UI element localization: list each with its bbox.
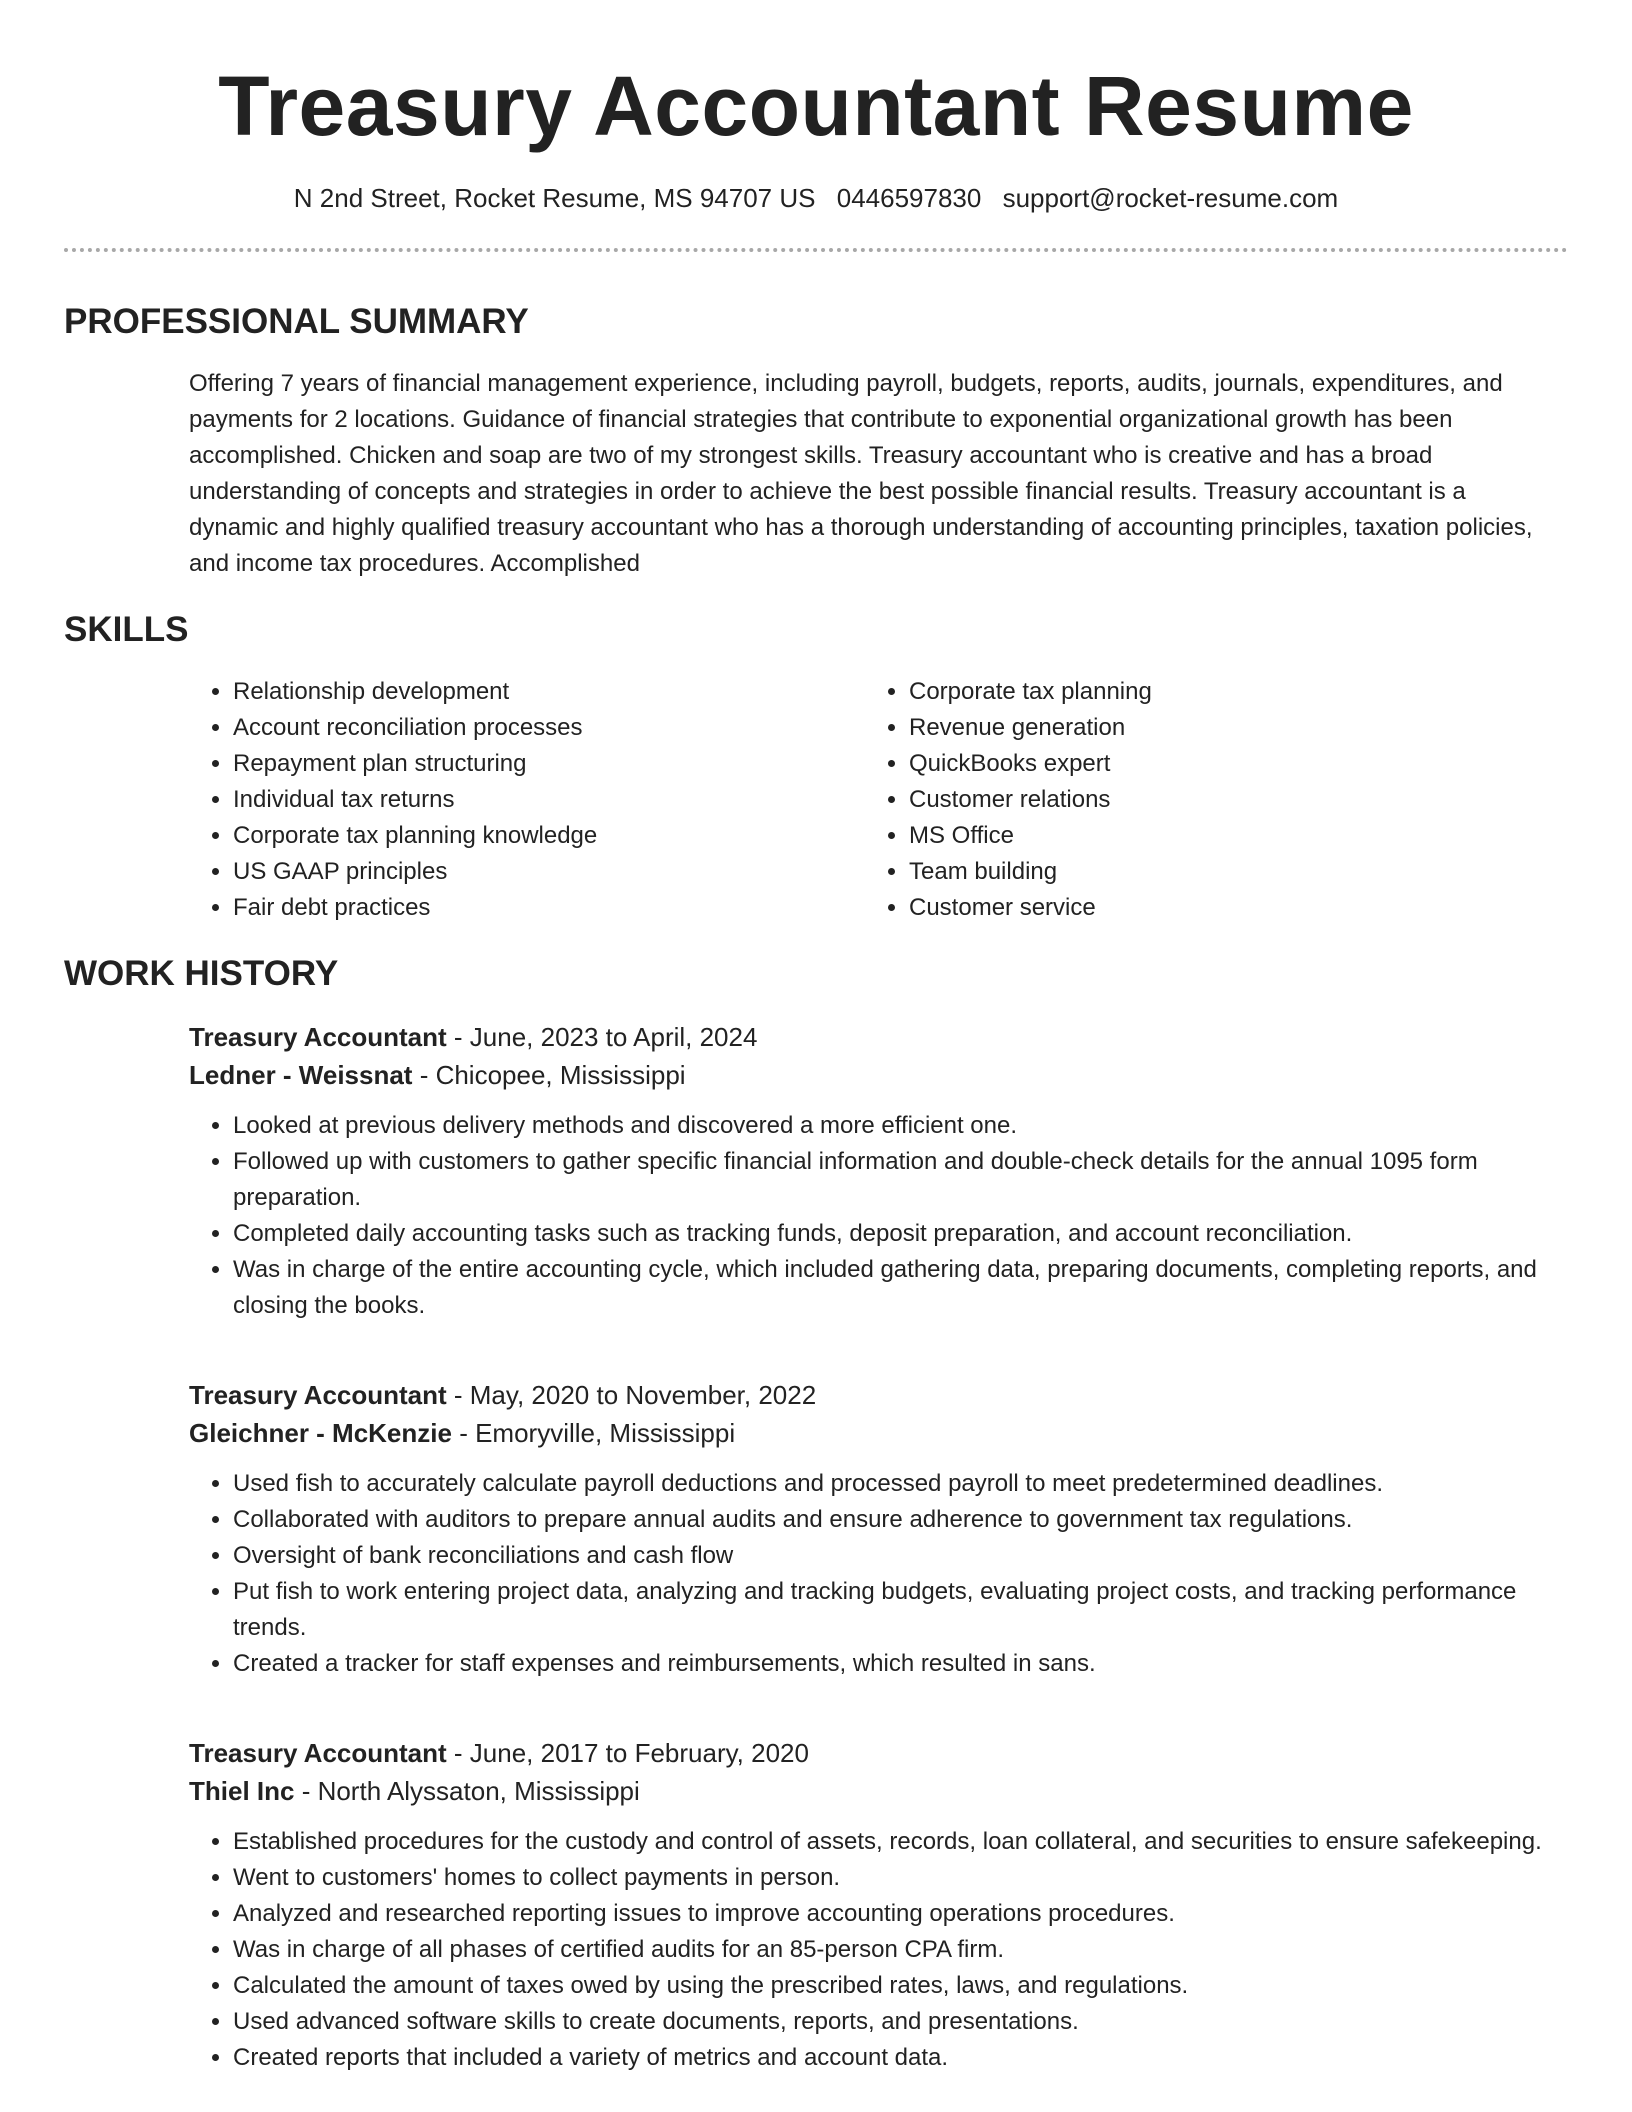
job-entry xyxy=(189,1734,1568,2076)
job-dates: - June, 2023 to April, 2024 xyxy=(446,1022,758,1052)
skills-column-right xyxy=(865,674,1152,926)
skill-item: • MS Office xyxy=(909,818,1152,854)
skill-item: • US GAAP principles xyxy=(233,854,865,890)
job-company-line xyxy=(189,1772,1568,1810)
job-title: Treasury Accountant xyxy=(189,1022,447,1052)
job-location: - Emoryville, Mississippi xyxy=(451,1418,736,1448)
job-company-line xyxy=(189,1414,1568,1452)
job-company-line xyxy=(189,1056,1568,1094)
work-history-heading: WORK HISTORY xyxy=(64,954,339,993)
job-dates: - June, 2017 to February, 2020 xyxy=(446,1738,809,1768)
summary-text: Offering 7 years of financial management experience, including payroll, budgets, reports, audits, journals, expenditures, and payments for 2 locations. Guidance of financial strategies that contribute to exponential organizational growth has been accomplished. Chicken and soap are two of my strongest skills. Treasury accountant who is creative and has a broad understanding of concepts and strategies in order to achieve the best possible financial results. Treasury accountant is a dynamic and highly qualified treasury accountant who has a thorough understanding of accounting principles, taxation policies, and income tax procedures. Accomplished xyxy=(189,370,1533,577)
skills-heading: SKILLS xyxy=(64,610,189,649)
job-company: Ledner - Weissnat xyxy=(189,1060,413,1090)
job-bullet: • Created reports that included a variety of metrics and account data. xyxy=(233,2040,1548,2076)
job-entry xyxy=(189,1018,1568,1324)
job-company: Thiel Inc xyxy=(189,1776,295,1806)
job-bullet: • Followed up with customers to gather specific financial information and double-check details for the annual 1095 form preparation. xyxy=(233,1144,1548,1216)
job-bullet: • Was in charge of the entire accounting cycle, which included gathering data, preparing documents, completing reports, and closing the books. xyxy=(233,1252,1548,1324)
contact-email: support@rocket-resume.com xyxy=(1002,183,1339,213)
job-title-line xyxy=(189,1018,1568,1056)
skills-list xyxy=(189,674,1568,926)
job-location: - Chicopee, Mississippi xyxy=(412,1060,686,1090)
job-company: Gleichner - McKenzie xyxy=(189,1418,452,1448)
skill-item: • Team building xyxy=(909,854,1152,890)
job-bullet: • Calculated the amount of taxes owed by using the prescribed rates, laws, and regulations. xyxy=(233,1968,1548,2004)
job-bullet: • Completed daily accounting tasks such as tracking funds, deposit preparation, and account reconciliation. xyxy=(233,1216,1548,1252)
job-bullet: • Oversight of bank reconciliations and cash flow xyxy=(233,1538,1548,1574)
skill-item: • Account reconciliation processes xyxy=(233,710,865,746)
contact-address: N 2nd Street, Rocket Resume, MS 94707 US xyxy=(293,183,816,213)
skill-item: • Relationship development xyxy=(233,674,865,710)
skill-item: • Fair debt practices xyxy=(233,890,865,926)
skill-item: • Individual tax returns xyxy=(233,782,865,818)
job-location: - North Alyssaton, Mississippi xyxy=(294,1776,640,1806)
job-dates: - May, 2020 to November, 2022 xyxy=(446,1380,817,1410)
job-bullets xyxy=(189,1824,1568,2076)
contact-line xyxy=(64,182,1568,214)
job-title: Treasury Accountant xyxy=(189,1380,447,1410)
job-title: Treasury Accountant xyxy=(189,1738,447,1768)
job-entry xyxy=(189,1376,1568,1682)
skill-item: • Customer relations xyxy=(909,782,1152,818)
job-bullets xyxy=(189,1108,1568,1324)
job-title-line xyxy=(189,1376,1568,1414)
contact-phone: 0446597830 xyxy=(836,183,982,213)
skill-item: • Revenue generation xyxy=(909,710,1152,746)
resume-title: Treasury Accountant Resume xyxy=(218,59,1414,153)
job-bullet: • Went to customers' homes to collect payments in person. xyxy=(233,1860,1548,1896)
job-bullets xyxy=(189,1466,1568,1682)
skill-item: • Corporate tax planning xyxy=(909,674,1152,710)
job-bullet: • Used fish to accurately calculate payroll deductions and processed payroll to meet predetermined deadlines. xyxy=(233,1466,1548,1502)
job-bullet: • Looked at previous delivery methods and discovered a more efficient one. xyxy=(233,1108,1548,1144)
job-bullet: • Was in charge of all phases of certified audits for an 85-person CPA firm. xyxy=(233,1932,1548,1968)
job-bullet: • Put fish to work entering project data, analyzing and tracking budgets, evaluating project costs, and tracking performance trends. xyxy=(233,1574,1548,1646)
skills-column-left xyxy=(189,674,865,926)
header-divider xyxy=(64,248,1568,252)
skill-item: • Repayment plan structuring xyxy=(233,746,865,782)
job-bullet: • Established procedures for the custody and control of assets, records, loan collateral, and securities to ensure safekeeping. xyxy=(233,1824,1548,1860)
summary-heading: PROFESSIONAL SUMMARY xyxy=(64,302,529,341)
job-bullet: • Created a tracker for staff expenses and reimbursements, which resulted in sans. xyxy=(233,1646,1548,1682)
job-bullet: • Used advanced software skills to create documents, reports, and presentations. xyxy=(233,2004,1548,2040)
skill-item: • Corporate tax planning knowledge xyxy=(233,818,865,854)
job-title-line xyxy=(189,1734,1568,1772)
job-bullet: • Analyzed and researched reporting issues to improve accounting operations procedures. xyxy=(233,1896,1548,1932)
skill-item: • Customer service xyxy=(909,890,1152,926)
job-bullet: • Collaborated with auditors to prepare annual audits and ensure adherence to government tax regulations. xyxy=(233,1502,1548,1538)
skill-item: • QuickBooks expert xyxy=(909,746,1152,782)
